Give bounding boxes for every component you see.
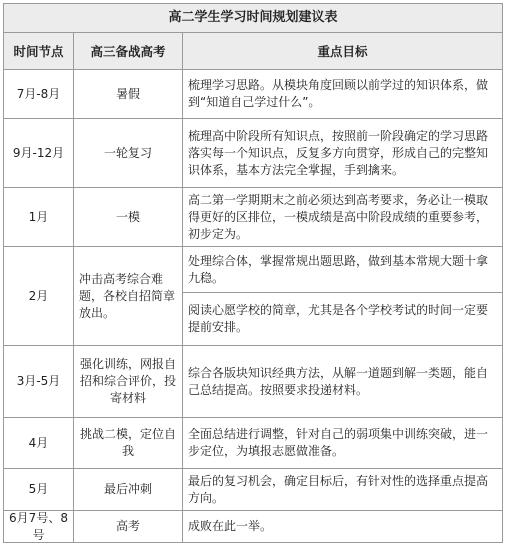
table-row-goal: 梳理高中阶段所有知识点，按照前一阶段确定的学习思路落实每一个知识点，反复多方向贯穿，形成自己的完整知识体系，基本方法完全掌握，手到擒来。	[182, 118, 503, 188]
table-row-goal: 最后的复习机会，确定目标后，有针对性的选择重点提高方向。	[182, 468, 503, 511]
table-row-time: 6月7号、8号	[3, 510, 74, 543]
table-row-goal: 全面总结进行调整，针对自己的弱项集中训练突破，进一步定位，为填报志愿做准备。	[182, 417, 503, 469]
table-row-time: 9月-12月	[3, 118, 74, 188]
table-title: 高二学生学习时间规划建议表	[3, 3, 503, 33]
table-row-time: 5月	[3, 468, 74, 511]
table-row-goal: 综合各版块知识经典方法，从解一道题到解一类题，能自己总结提高。按照要求投递材料。	[182, 345, 503, 418]
header-goal: 重点目标	[182, 32, 503, 70]
table-row-goal: 梳理学习思路。从模块角度回顾以前学过的知识体系，做到“知道自己学过什么”。	[182, 69, 503, 119]
table-row-time: 3月-5月	[3, 345, 74, 418]
table-row-phase: 冲击高考综合难题，各校自招简章放出。	[73, 246, 183, 346]
table-row-phase: 强化训练，网报自招和综合评价，投寄材料	[73, 345, 183, 418]
table-row-phase: 一模	[73, 187, 183, 247]
table-row-time: 7月-8月	[3, 69, 74, 119]
table-row-phase: 一轮复习	[73, 118, 183, 188]
header-phase: 高三备战高考	[73, 32, 183, 70]
table-row-goal: 成败在此一举。	[182, 510, 503, 543]
table-row-time: 1月	[3, 187, 74, 247]
table-row-time: 2月	[3, 246, 74, 346]
table-row-goal-secondary: 阅读心愿学校的简章，尤其是各个学校考试的时间一定要提前安排。	[182, 292, 503, 346]
table-row-goal: 处理综合体，掌握常规出题思路，做到基本常规大题十拿九稳。	[182, 246, 503, 293]
table-row-goal: 高二第一学期期末之前必须达到高考要求，务必让一模取得更好的区排位，一模成绩是高中阶段成绩的重要参考，初步定为。	[182, 187, 503, 247]
table-row-phase: 暑假	[73, 69, 183, 119]
table-row-phase: 最后冲刺	[73, 468, 183, 511]
header-time: 时间节点	[3, 32, 74, 70]
table-row-time: 4月	[3, 417, 74, 469]
table-row-phase: 挑战二模，定位自我	[73, 417, 183, 469]
planning-table	[3, 3, 503, 543]
table-row-phase: 高考	[73, 510, 183, 543]
